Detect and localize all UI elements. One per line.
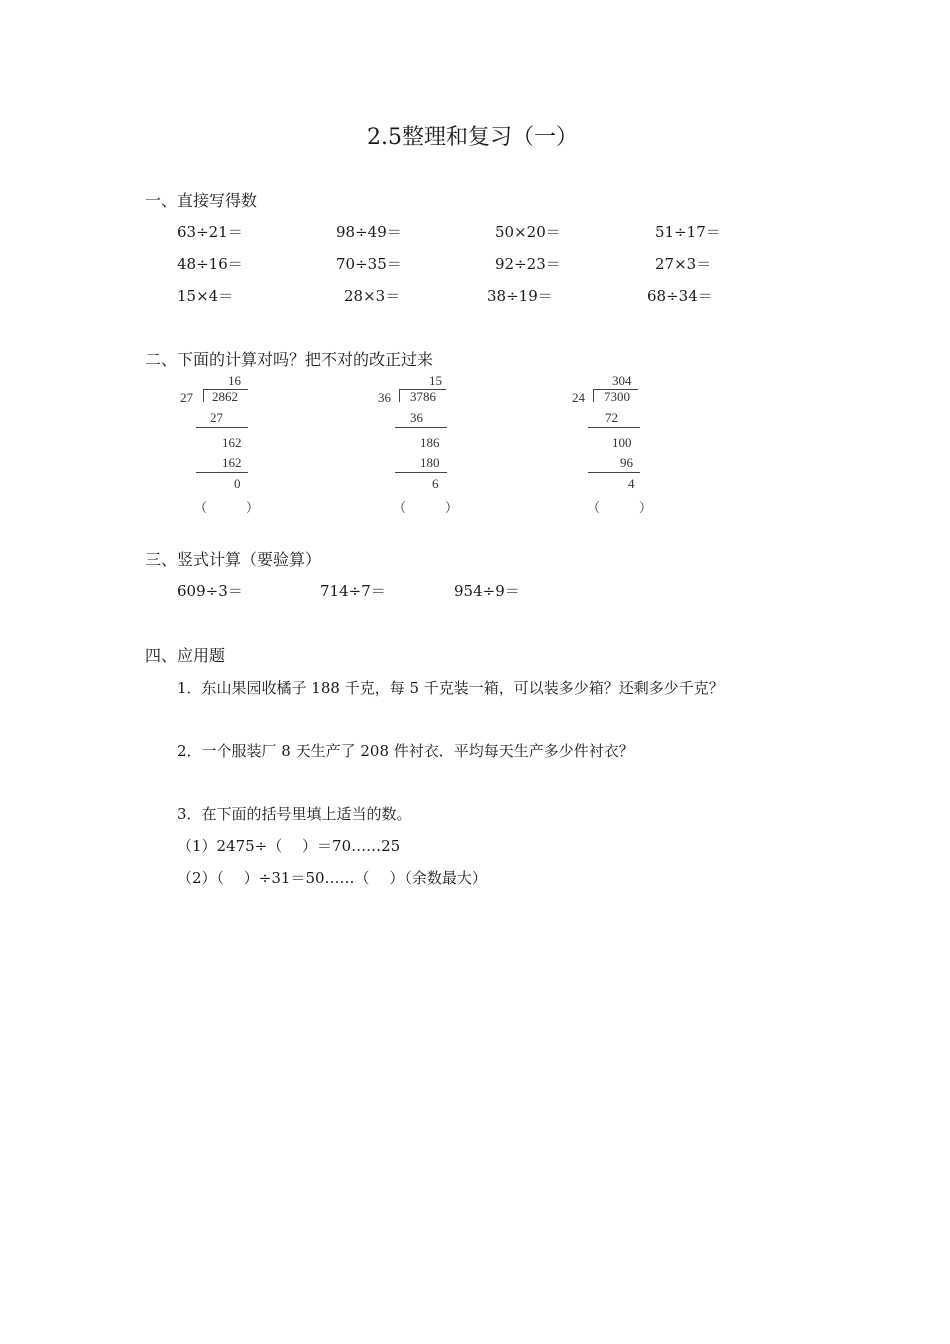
remainder: 4 (628, 476, 635, 491)
page-title: 2.5整理和复习（一） (367, 125, 578, 150)
subtract-line (196, 472, 248, 473)
problem-item: 609÷3＝ (177, 582, 243, 600)
step-product: 72 (605, 410, 618, 425)
subtract-line (588, 472, 640, 473)
step-product: 96 (620, 455, 633, 470)
step-remainder: 186 (420, 435, 440, 450)
subtract-line (196, 427, 248, 428)
problem-item: 48÷16＝ (177, 255, 243, 273)
division-bracket (203, 389, 204, 402)
step-product: 162 (222, 455, 242, 470)
subtract-line (395, 472, 447, 473)
division-bracket (593, 389, 594, 402)
word-problem-1: 1．东山果园收橘子 188 千克，每 5 千克装一箱，可以装多少箱？还剩多少千克？ (177, 679, 724, 697)
divisor: 24 (572, 390, 585, 405)
word-problem-2: 2．一个服装厂 8 天生产了 208 件衬衣．平均每天生产多少件衬衣？ (177, 742, 634, 760)
problem-item: 28×3＝ (344, 287, 401, 305)
fill-blank-2: （2）（ ）÷31＝50……（ ）（余数最大） (177, 869, 487, 887)
word-problem-3: 3．在下面的括号里填上适当的数。 (177, 805, 412, 823)
step-remainder: 100 (612, 435, 632, 450)
step-product: 36 (410, 410, 423, 425)
quotient: 304 (612, 373, 632, 388)
divisor: 27 (180, 390, 193, 405)
problem-item: 92÷23＝ (495, 255, 561, 273)
problem-item: 38÷19＝ (487, 287, 553, 305)
answer-parentheses: （ ） (587, 500, 653, 515)
division-bracket (399, 389, 400, 402)
problem-item: 51÷17＝ (655, 223, 721, 241)
problem-item: 27×3＝ (655, 255, 712, 273)
step-product: 27 (210, 410, 223, 425)
remainder: 6 (432, 476, 439, 491)
answer-parentheses: （ ） (393, 500, 459, 515)
subtract-line (588, 427, 640, 428)
section-3-heading: 三、竖式计算（要验算） (145, 550, 322, 569)
answer-parentheses: （ ） (194, 500, 260, 515)
subtract-line (395, 427, 447, 428)
section-1-heading: 一、直接写得数 (145, 191, 258, 210)
problem-item: 714÷7＝ (320, 582, 386, 600)
step-remainder: 162 (222, 435, 242, 450)
problem-item: 50×20＝ (495, 223, 561, 241)
problem-item: 98÷49＝ (336, 223, 402, 241)
problem-item: 70÷35＝ (336, 255, 402, 273)
problem-item: 63÷21＝ (177, 223, 243, 241)
problem-item: 15×4＝ (177, 287, 234, 305)
quotient: 15 (429, 373, 442, 388)
dividend: 2862 (212, 389, 238, 404)
remainder: 0 (234, 476, 241, 491)
fill-blank-1: （1）2475÷（ ）＝70……25 (177, 837, 401, 855)
divisor: 36 (378, 390, 391, 405)
problem-item: 954÷9＝ (454, 582, 520, 600)
dividend: 3786 (410, 389, 436, 404)
step-product: 180 (420, 455, 440, 470)
section-2-heading: 二、下面的计算对吗？把不对的改正过来 (145, 350, 434, 369)
section-4-heading: 四、应用题 (145, 646, 226, 665)
problem-item: 68÷34＝ (647, 287, 713, 305)
dividend: 7300 (604, 389, 630, 404)
quotient: 16 (228, 373, 241, 388)
